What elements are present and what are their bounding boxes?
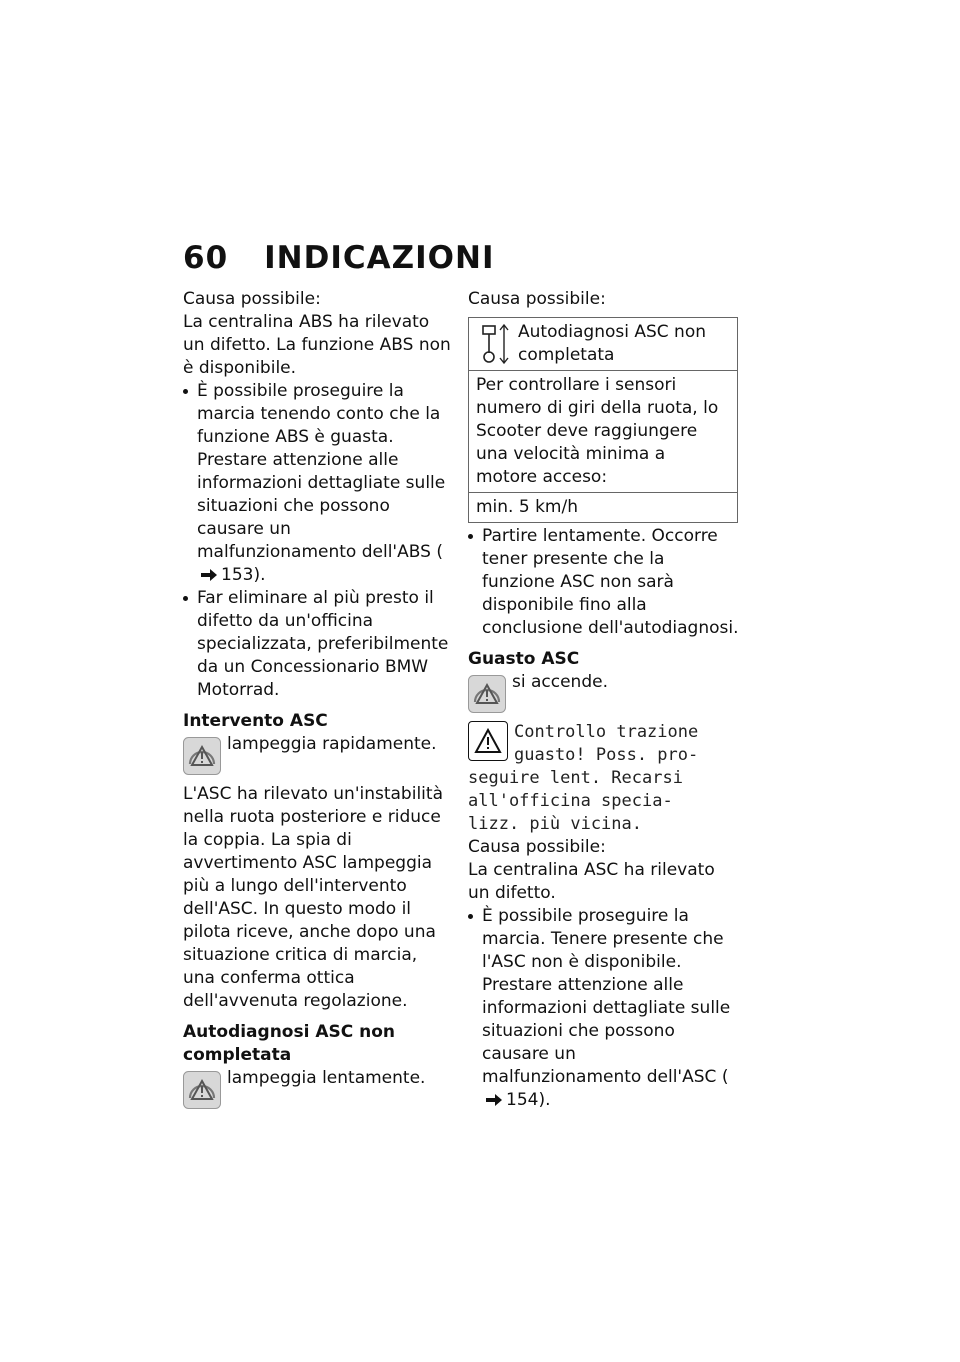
display-message: [468, 721, 740, 836]
display-line: Controllo trazione: [514, 722, 699, 742]
left-column: [183, 288, 453, 1109]
display-line: seguire lent. Recarsi: [468, 768, 683, 788]
cause-label: Causa possibile:: [468, 289, 606, 309]
asc-diagnosis-heading: Autodiagnosi ASC non completata: [183, 1022, 396, 1065]
asc-fault-indicator: [468, 671, 740, 713]
bullet-drive-slowly: Partire lentamente. Occorre tener presente che la funzione ASC non sarà disponibile fino alla conclusione dell'autodiagnosi.: [468, 525, 740, 640]
cause2-label: Causa possibile:: [468, 837, 606, 857]
bullet-abs-repair: Far eliminare al più presto il difetto da un'officina specializzata, preferibilmente da un Concessionario BMW Motorrad.: [183, 587, 453, 702]
bullet-asc-continue: [468, 905, 740, 1112]
asc-warning-light-icon: [183, 1071, 221, 1109]
cause2-text: La centralina ASC ha rilevato un difetto.: [468, 860, 715, 903]
ref-paren: (: [721, 1067, 729, 1087]
table-body: Per controllare i sensori numero di giri della ruota, lo Scooter deve raggiungere una velocità minima a motore acceso:: [469, 371, 738, 493]
measure-gauge-icon: [480, 323, 510, 365]
diagnosis-info-table: [468, 317, 738, 523]
asc-intervention-heading: Intervento ASC: [183, 711, 328, 731]
asc-diagnosis-state: lampeggia lentamente.: [227, 1068, 426, 1088]
general-warning-icon: [468, 721, 508, 761]
page-ref[interactable]: 154).: [506, 1090, 551, 1110]
table-title: Autodiagnosi ASC non completata: [518, 322, 706, 365]
section-title: INDICAZIONI: [264, 240, 495, 276]
asc-fault-heading: Guasto ASC: [468, 649, 580, 669]
page-ref-arrow-icon: [486, 1094, 502, 1106]
page-ref-arrow-icon: [201, 569, 217, 581]
display-line: all'officina specia-: [468, 791, 673, 811]
page-ref[interactable]: 153).: [221, 565, 266, 585]
bullet-abs-continue: [183, 380, 453, 587]
cause-text: La centralina ABS ha rilevato un difetto. La funzione ABS non è disponibile.: [183, 312, 451, 378]
display-line: lizz. più vicina.: [468, 814, 642, 834]
display-line: guasto! Poss. pro-: [514, 745, 699, 765]
asc-warning-light-icon: [468, 675, 506, 713]
right-column: [468, 288, 740, 1112]
asc-intervention-indicator: [183, 733, 453, 775]
asc-fault-state: si accende.: [512, 672, 608, 692]
bullet-abs-text: È possibile proseguire la marcia tenendo conto che la funzione ABS è guasta. Prestare attenzione alle informazioni dettagliate sulle situazioni che possono causare un malfunzionamento dell'ABS: [197, 381, 446, 562]
ref-paren: (: [436, 542, 443, 562]
bullet-asc-text: È possibile proseguire la marcia. Tenere presente che l'ASC non è disponibile. Prestare attenzione alle informazioni dettagliate sulle situazioni che possono causare un malfunzionamento dell'ASC: [482, 906, 731, 1087]
asc-diagnosis-indicator: [183, 1067, 453, 1109]
asc-warning-light-icon: [183, 737, 221, 775]
asc-intervention-text: L'ASC ha rilevato un'instabilità nella ruota posteriore e riduce la coppia. La spia di avvertimento ASC lampeggia più a lungo dell'intervento dell'ASC. In questo modo il pilota riceve, anche dopo una situazione critica di marcia, una conferma ottica dell'avvenuta regolazione.: [183, 784, 443, 1011]
table-title-row: [476, 321, 730, 367]
page-number: 60: [183, 240, 229, 276]
asc-intervention-state: lampeggia rapidamente.: [227, 734, 437, 754]
page-header: [183, 240, 494, 276]
cause-label: Causa possibile:: [183, 289, 321, 309]
table-value: min. 5 km/h: [469, 493, 738, 523]
